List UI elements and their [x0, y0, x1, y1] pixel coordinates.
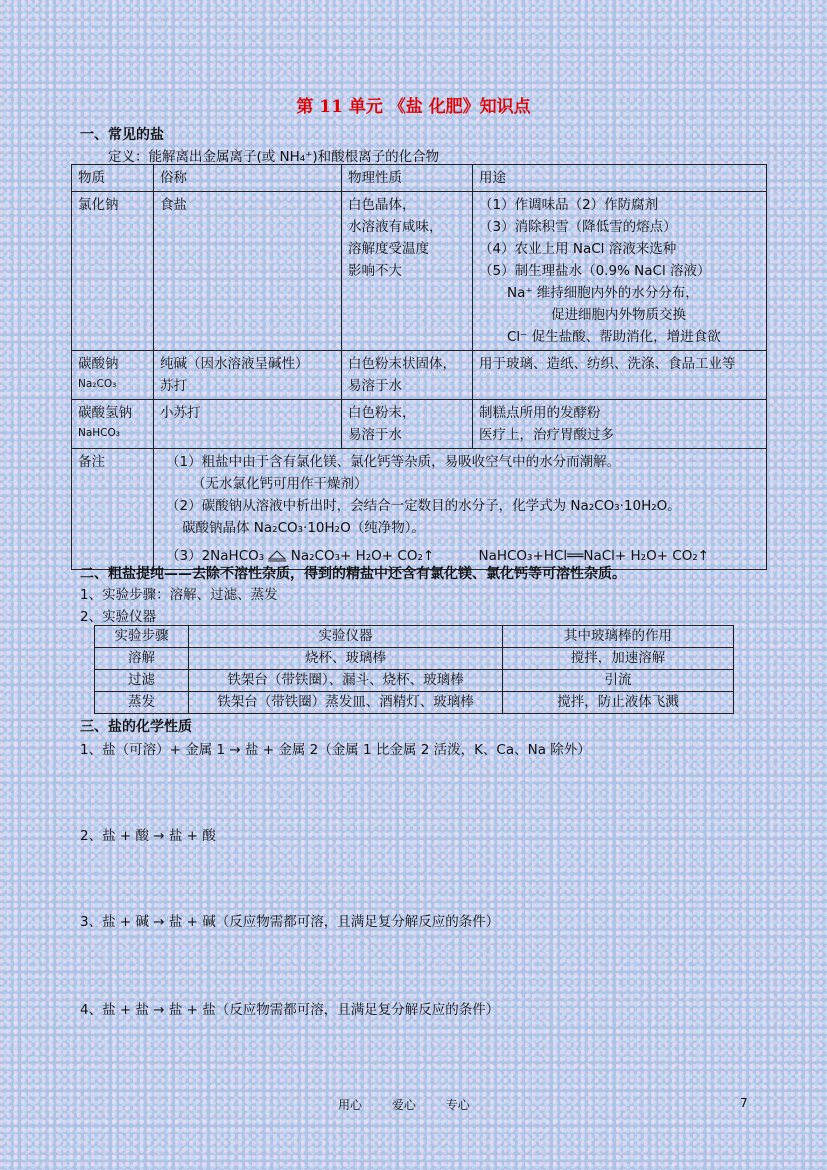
substance-formula: NaHCO₃	[78, 427, 120, 439]
property-item: 2、盐 + 酸 → 盐 + 酸	[80, 828, 216, 844]
instrument-cell: 铁架台（带铁圈）、漏斗、烧杯、玻璃棒	[189, 670, 503, 692]
common-salts-table	[71, 164, 767, 570]
rod-role-cell: 搅拌，防止液体飞溅	[503, 692, 734, 714]
physical-property: 溶解度受温度	[348, 241, 429, 257]
table-row	[95, 692, 734, 714]
property-item: 3、盐 + 碱 → 盐 + 碱（反应物需都可溶，且满足复分解反应的条件）	[80, 914, 500, 930]
note-line: （无水氯化钙可用作干燥剂）	[192, 476, 368, 492]
header-cell: 其中玻璃棒的作用	[503, 626, 734, 648]
property-item: 4、盐 + 盐 → 盐 + 盐（反应物需都可溶，且满足复分解反应的条件）	[80, 1002, 500, 1018]
salt-definition: 定义：能解离出金属离子(或 NH₄⁺)和酸根离子的化合物	[108, 149, 440, 165]
page-title: 第 11 单元 《盐 化肥》知识点	[296, 97, 531, 117]
equation-reactant: （3）2NaHCO₃	[166, 548, 265, 564]
step-cell: 蒸发	[95, 692, 189, 714]
table-row	[72, 351, 767, 400]
footer	[338, 1096, 496, 1113]
page-number: 7	[740, 1096, 748, 1110]
physical-property: 影响不大	[348, 263, 402, 279]
physical-property: 易溶于水	[348, 378, 402, 394]
step-cell: 溶解	[95, 648, 189, 670]
notes-label: 备注	[78, 454, 105, 470]
footer-text: 爱心	[391, 1098, 416, 1112]
table-header-row	[95, 626, 734, 648]
table-row	[95, 648, 734, 670]
use-item: （4）农业上用 NaCl 溶液来选种	[479, 241, 677, 257]
substance-name: 氯化钠	[78, 197, 119, 213]
substance-name: 碳酸钠	[78, 356, 119, 372]
header-cell: 用途	[473, 165, 767, 192]
use-item: 医疗上，治疗胃酸过多	[479, 427, 614, 443]
table-header-row	[72, 165, 767, 192]
physical-property: 白色晶体，	[348, 197, 416, 213]
footer-text: 用心	[338, 1098, 363, 1112]
equation-hcl: NaHCO₃+HCl══NaCl+ H₂O+ CO₂↑	[478, 548, 710, 564]
section-1-heading: 一、常见的盐	[80, 127, 164, 143]
note-line: 碳酸钠晶体 Na₂CO₃·10H₂O（纯净物）。	[182, 520, 425, 536]
substance-name: 碳酸氢钠	[78, 405, 132, 421]
header-cell: 实验步骤	[95, 626, 189, 648]
step-cell: 过滤	[95, 670, 189, 692]
use-item: 制糕点所用的发酵粉	[479, 405, 601, 421]
table-row	[72, 192, 767, 351]
equation-products: Na₂CO₃+ H₂O+ CO₂↑	[290, 548, 435, 564]
section-3-heading: 三、盐的化学性质	[80, 719, 192, 735]
instruments-title: 2、实验仪器	[80, 609, 157, 625]
physical-property: 水溶液有咸味，	[348, 219, 443, 235]
use-item: 促进细胞内外物质交换	[551, 307, 686, 323]
common-name: 小苏打	[160, 405, 201, 421]
use-item: 用于玻璃、造纸、纺织、洗涤、食品工业等	[479, 356, 736, 372]
physical-property: 易溶于水	[348, 427, 402, 443]
property-item: 1、盐（可溶）+ 金属 1 → 盐 + 金属 2（金属 1 比金属 2 活泼，K、Ca、Na 除外）	[80, 742, 591, 758]
notes-row	[72, 449, 767, 570]
note-line: （2）碳酸钠从溶液中析出时，会结合一定数目的水分子，化学式为 Na₂CO₃·10H₂O。	[166, 498, 681, 514]
heating-triangle-icon	[268, 550, 286, 562]
note-line: （1）粗盐中由于含有氯化镁、氯化钙等杂质，易吸收空气中的水分而潮解。	[166, 454, 621, 470]
experiment-steps: 1、实验步骤：溶解、过滤、蒸发	[80, 587, 278, 603]
instrument-cell: 铁架台（带铁圈）蒸发皿、酒精灯、玻璃棒	[189, 692, 503, 714]
use-item: （3）消除积雪（降低雪的熔点）	[479, 219, 677, 235]
substance-formula: Na₂CO₃	[78, 378, 117, 390]
footer-text: 专心	[445, 1098, 470, 1112]
physical-property: 白色粉末状固体，	[348, 356, 456, 372]
section-2-heading: 二、粗盐提纯——去除不溶性杂质，得到的精盐中还含有氯化镁、氯化钙等可溶性杂质。	[80, 566, 626, 582]
use-item: （1）作调味品（2）作防腐剂	[479, 197, 659, 213]
header-cell: 物理性质	[342, 165, 473, 192]
common-name: 食盐	[160, 197, 187, 213]
physical-property: 白色粉末，	[348, 405, 416, 421]
header-cell: 实验仪器	[189, 626, 503, 648]
instruments-table	[94, 625, 734, 714]
use-item: Cl⁻ 促生盐酸、帮助消化，增进食欲	[507, 329, 721, 345]
use-item: Na⁺ 维持细胞内外的水分分布，	[507, 285, 699, 301]
common-name: 苏打	[160, 378, 187, 394]
rod-role-cell: 搅拌，加速溶解	[503, 648, 734, 670]
common-name: 纯碱（因水溶液呈碱性）	[160, 356, 309, 372]
use-item: （5）制生理盐水（0.9% NaCl 溶液）	[479, 263, 711, 279]
instrument-cell: 烧杯、玻璃棒	[189, 648, 503, 670]
header-cell: 俗称	[154, 165, 342, 192]
header-cell: 物质	[72, 165, 154, 192]
table-row	[95, 670, 734, 692]
rod-role-cell: 引流	[503, 670, 734, 692]
table-row	[72, 400, 767, 449]
